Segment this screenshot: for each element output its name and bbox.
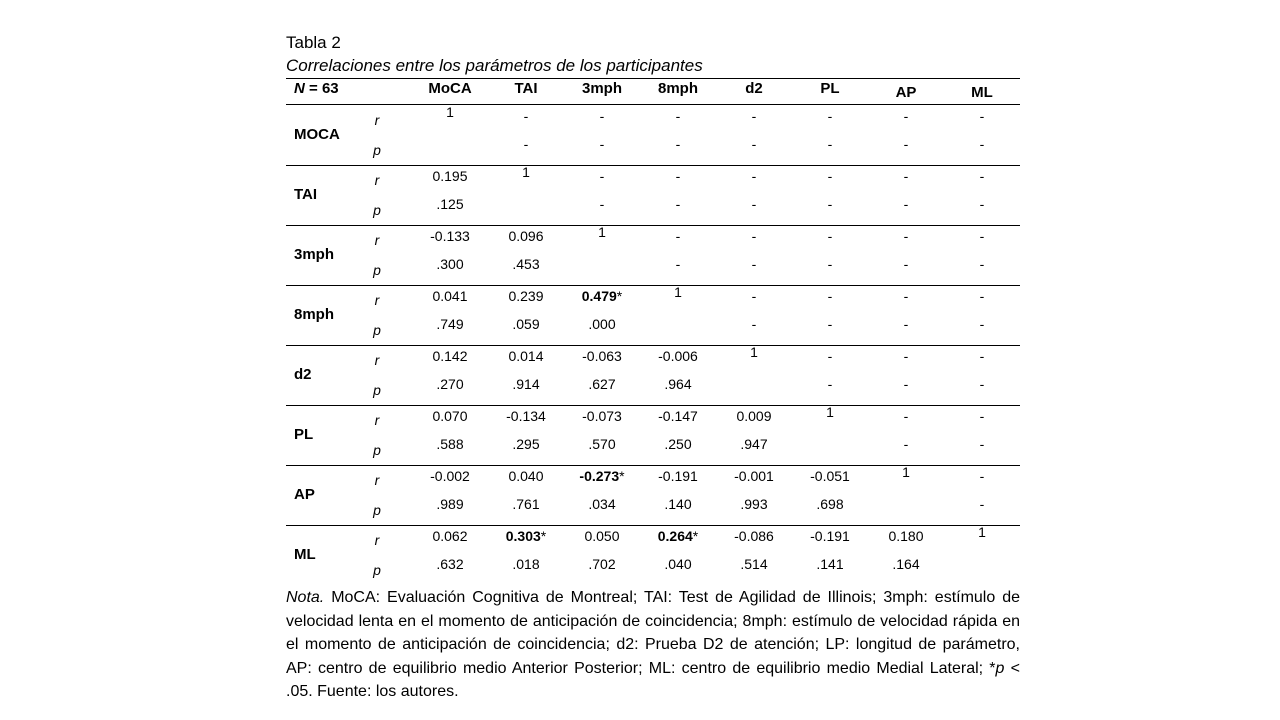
table-cell: .632	[436, 556, 464, 572]
note-lead: Nota.	[286, 589, 325, 606]
table-cell: -	[751, 228, 757, 244]
table-cell: 1	[598, 224, 606, 240]
table-cell: -	[979, 436, 985, 452]
table-cell: .250	[664, 436, 692, 452]
n-label: N = 63	[294, 80, 339, 97]
table-cell: -	[523, 108, 529, 124]
table-cell: -	[979, 136, 985, 152]
table-cell: -	[751, 288, 757, 304]
table-cell: 0.062	[432, 528, 468, 544]
stat-r: r	[374, 172, 380, 188]
table-cell: -	[903, 168, 909, 184]
row-label-3mph: 3mph	[294, 246, 335, 263]
table-cell: -	[751, 196, 757, 212]
table-cell: -	[751, 136, 757, 152]
stat-r: r	[374, 232, 380, 248]
stat-p: p	[373, 262, 381, 278]
table-cell	[871, 494, 941, 514]
column-header-d2: d2	[745, 80, 763, 97]
table-cell: -	[599, 136, 605, 152]
table-cell: .140	[664, 496, 692, 512]
table-cell: -0.273*	[579, 468, 625, 484]
stat-p: p	[373, 142, 381, 158]
table-cell: .295	[512, 436, 540, 452]
table-cell: -	[903, 436, 909, 452]
table-cell: -	[979, 496, 985, 512]
column-header-ap: AP	[895, 84, 917, 101]
table-cell: .000	[588, 316, 616, 332]
table-cell	[795, 434, 865, 454]
row-label-pl: PL	[294, 426, 314, 443]
table-cell	[643, 314, 713, 334]
column-header-tai: TAI	[514, 80, 538, 97]
stat-p: p	[373, 322, 381, 338]
stat-r: r	[374, 112, 380, 128]
table-cell: -	[599, 196, 605, 212]
table-cell: -	[599, 108, 605, 124]
table-cell: -	[827, 228, 833, 244]
table-cell: .164	[892, 556, 920, 572]
table-cell: .453	[512, 256, 540, 272]
table-cell: .749	[436, 316, 464, 332]
table-cell: 0.479*	[581, 288, 623, 304]
table-cell: .964	[664, 376, 692, 392]
row-label-d2: d2	[294, 366, 312, 383]
table-cell: -	[751, 256, 757, 272]
table-cell: 0.014	[508, 348, 544, 364]
table-cell: 0.142	[432, 348, 468, 364]
table-cell: .270	[436, 376, 464, 392]
table-cell: -0.002	[430, 468, 470, 484]
table-cell: -	[675, 196, 681, 212]
table-cell: .698	[816, 496, 844, 512]
table-cell: -	[903, 408, 909, 424]
table-cell	[567, 254, 637, 274]
table-cell: -	[751, 316, 757, 332]
stat-p: p	[373, 442, 381, 458]
table-cell: -	[827, 316, 833, 332]
table-cell: .702	[588, 556, 616, 572]
table-cell: 0.041	[432, 288, 468, 304]
table-cell: -	[751, 108, 757, 124]
table-cell: -0.134	[506, 408, 546, 424]
table-cell: 0.009	[736, 408, 772, 424]
row-label-tai: TAI	[294, 186, 318, 203]
table-cell: -	[523, 136, 529, 152]
table-cell: 1	[446, 104, 454, 120]
table-cell: -	[675, 168, 681, 184]
table-cell: -	[979, 316, 985, 332]
note-body: MoCA: Evaluación Cognitiva de Montreal; TAI: Test de Agilidad de Illinois; 3mph: estímulo de velocidad lenta en el momento de anticipación de coincidencia; 8mph: estímulo de velocidad rápida en el momento de anticipación de coincidencia; d2: Prueba D2 de atención; LP: longitud de parámetro, AP: centro de equilibrio medio Anterior Posterior; ML: centro de equilibrio medio Medial Lateral; *	[286, 589, 1020, 677]
table-cell	[415, 134, 485, 154]
table-cell: -	[827, 348, 833, 364]
table-cell: .141	[816, 556, 844, 572]
table-cell: .627	[588, 376, 616, 392]
table-cell: -	[979, 468, 985, 484]
table-cell: -	[827, 288, 833, 304]
table-cell: -	[979, 288, 985, 304]
table-cell: -	[979, 196, 985, 212]
table-cell: -	[979, 376, 985, 392]
table-cell: 1	[826, 404, 834, 420]
header-bottom-rule	[286, 104, 1020, 105]
table-cell: .993	[740, 496, 768, 512]
table-cell: -	[903, 228, 909, 244]
table-title: Correlaciones entre los parámetros de los participantes	[286, 56, 703, 75]
table-cell: 0.050	[584, 528, 620, 544]
table-cell: -0.133	[430, 228, 470, 244]
column-header-ml: ML	[971, 84, 993, 101]
table-cell: -	[903, 288, 909, 304]
table-cell: .514	[740, 556, 768, 572]
table-cell: -	[903, 108, 909, 124]
column-header-3mph: 3mph	[581, 80, 622, 97]
table-cell: 1	[674, 284, 682, 300]
table-cell: -	[751, 168, 757, 184]
table-cell: -0.001	[734, 468, 774, 484]
table-cell: 1	[522, 164, 530, 180]
column-header-8mph: 8mph	[657, 80, 698, 97]
table-cell: -	[827, 376, 833, 392]
table-cell: -	[827, 168, 833, 184]
table-cell: -	[827, 256, 833, 272]
table-cell: 0.239	[508, 288, 544, 304]
table-cell: .588	[436, 436, 464, 452]
table-cell: -	[903, 376, 909, 392]
table-cell: 1	[902, 464, 910, 480]
stat-p: p	[373, 382, 381, 398]
stat-p: p	[373, 502, 381, 518]
note-tail: < .05. Fuente: los autores.	[286, 659, 1020, 700]
table-cell: 0.264*	[657, 528, 699, 544]
table-cell: -	[903, 348, 909, 364]
table-cell: 1	[978, 524, 986, 540]
stat-r: r	[374, 532, 380, 548]
row-label-ap: AP	[294, 486, 315, 503]
table-cell: -	[675, 136, 681, 152]
stat-r: r	[374, 292, 380, 308]
table-cell: .040	[664, 556, 692, 572]
table-cell: 0.096	[508, 228, 544, 244]
table-cell: -0.191	[658, 468, 698, 484]
stat-p: p	[373, 562, 381, 578]
table-cell: -	[675, 108, 681, 124]
table-cell	[491, 194, 561, 214]
table-cell: -	[675, 228, 681, 244]
stat-r: r	[374, 472, 380, 488]
table-cell: .300	[436, 256, 464, 272]
table-cell	[947, 554, 1017, 574]
table-cell	[719, 374, 789, 394]
table-cell: -	[979, 168, 985, 184]
table-cell: 0.180	[888, 528, 924, 544]
table-cell: .059	[512, 316, 540, 332]
row-label-moca: MOCA	[294, 126, 340, 143]
note-p-symbol: p	[995, 659, 1005, 677]
table-cell: 0.195	[432, 168, 468, 184]
table-cell: .125	[436, 196, 464, 212]
table-cell: 0.303*	[505, 528, 547, 544]
table-cell: -	[903, 256, 909, 272]
table-cell: 0.040	[508, 468, 544, 484]
table-cell: -	[979, 408, 985, 424]
table-cell: .989	[436, 496, 464, 512]
table-cell: -0.063	[582, 348, 622, 364]
table-cell: -	[979, 228, 985, 244]
table-cell: -	[979, 348, 985, 364]
table-cell: -0.086	[734, 528, 774, 544]
table-cell: -	[903, 316, 909, 332]
table-cell: -	[675, 256, 681, 272]
table-cell: -	[903, 196, 909, 212]
table-cell: -	[599, 168, 605, 184]
table-cell: .947	[740, 436, 768, 452]
table-cell: -0.051	[810, 468, 850, 484]
table-cell: -	[827, 136, 833, 152]
table-cell: -0.191	[810, 528, 850, 544]
table-cell: .570	[588, 436, 616, 452]
row-label-8mph: 8mph	[294, 306, 335, 323]
stat-r: r	[374, 352, 380, 368]
table-cell: .034	[588, 496, 616, 512]
table-cell: -	[979, 108, 985, 124]
table-note	[286, 586, 1020, 704]
stat-p: p	[373, 202, 381, 218]
table-cell: -	[903, 136, 909, 152]
table-cell: -	[827, 108, 833, 124]
table-cell: -0.006	[658, 348, 698, 364]
table-cell: .761	[512, 496, 540, 512]
column-header-pl: PL	[820, 80, 840, 97]
table-cell: -	[979, 256, 985, 272]
table-number: Tabla 2	[286, 33, 341, 52]
row-label-ml: ML	[294, 546, 316, 563]
column-header-moca: MoCA	[428, 80, 472, 97]
table-cell: 0.070	[432, 408, 468, 424]
table-cell: -0.073	[582, 408, 622, 424]
table-cell: .914	[512, 376, 540, 392]
table-cell: 1	[750, 344, 758, 360]
stat-r: r	[374, 412, 380, 428]
table-cell: -	[827, 196, 833, 212]
table-cell: -0.147	[658, 408, 698, 424]
table-cell: .018	[512, 556, 540, 572]
